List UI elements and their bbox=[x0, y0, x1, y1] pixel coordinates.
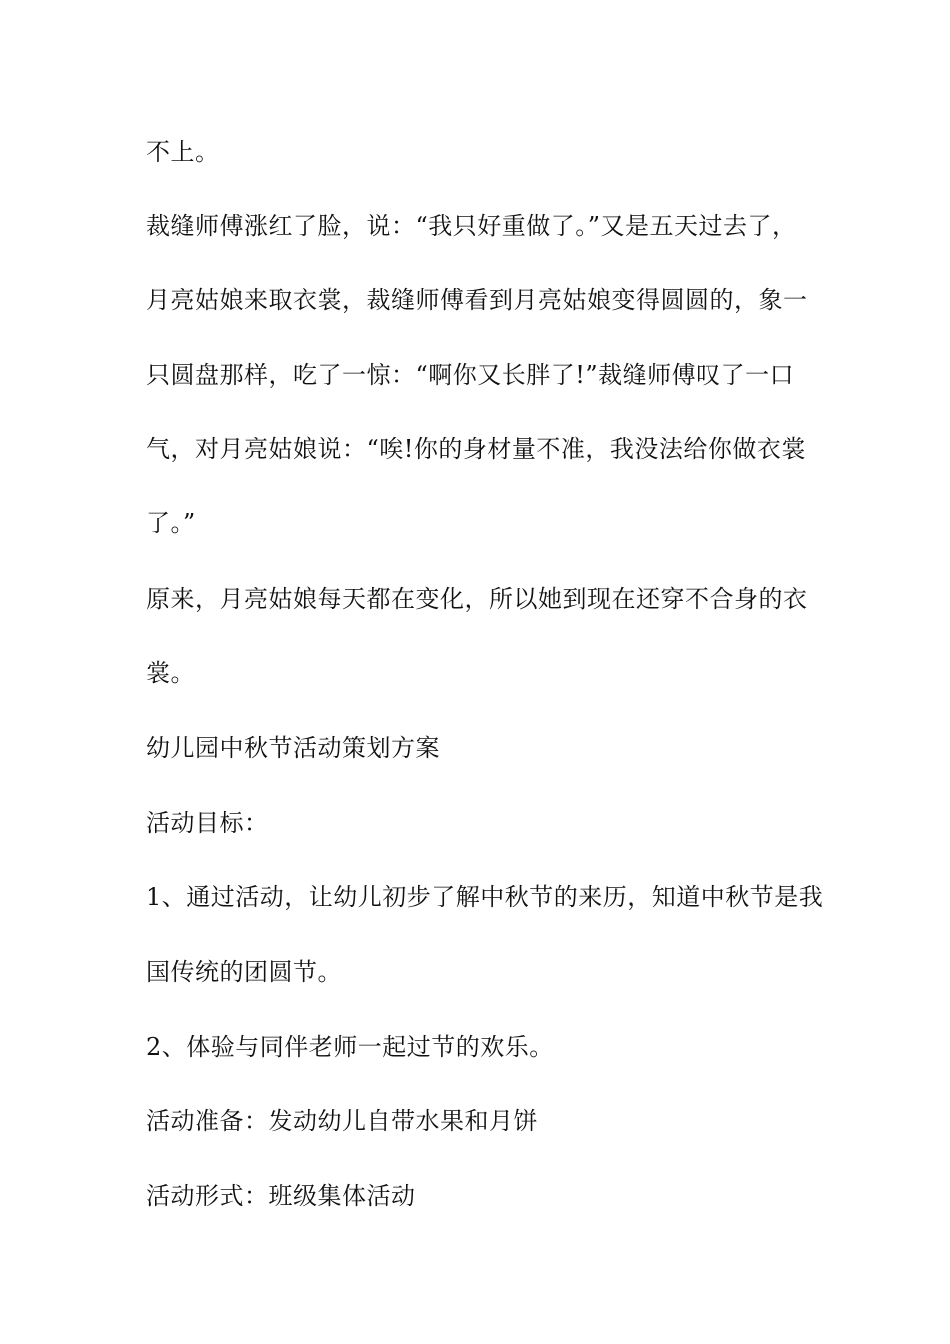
text-line: 裁缝师傅涨红了脸，说：“我只好重做了。”又是五天过去了， bbox=[146, 212, 797, 240]
text-line: 国传统的团圆节。 bbox=[146, 958, 342, 986]
text-line: 活动准备：发动幼儿自带水果和月饼 bbox=[146, 1107, 538, 1135]
text-line: 原来，月亮姑娘每天都在变化，所以她到现在还穿不合身的衣 bbox=[146, 585, 808, 613]
section-heading: 幼儿园中秋节活动策划方案 bbox=[146, 734, 440, 762]
text-line: 不上。 bbox=[146, 138, 220, 166]
text-line: 了。” bbox=[146, 509, 196, 537]
text-line: 月亮姑娘来取衣裳，裁缝师傅看到月亮姑娘变得圆圆的，象一 bbox=[146, 286, 808, 314]
text-line: 裳。 bbox=[146, 659, 195, 687]
text-line: 只圆盘那样，吃了一惊：“啊你又长胖了!”裁缝师傅叹了一口 bbox=[146, 361, 795, 389]
text-line: 2、体验与同伴老师一起过节的欢乐。 bbox=[146, 1033, 554, 1061]
text-line: 活动目标： bbox=[146, 809, 269, 837]
text-line: 气，对月亮姑娘说：“唉!你的身材量不准，我没法给你做衣裳 bbox=[146, 435, 806, 463]
text-line: 1、通过活动，让幼儿初步了解中秋节的来历，知道中秋节是我 bbox=[146, 883, 824, 911]
text-line: 活动形式：班级集体活动 bbox=[146, 1182, 416, 1210]
